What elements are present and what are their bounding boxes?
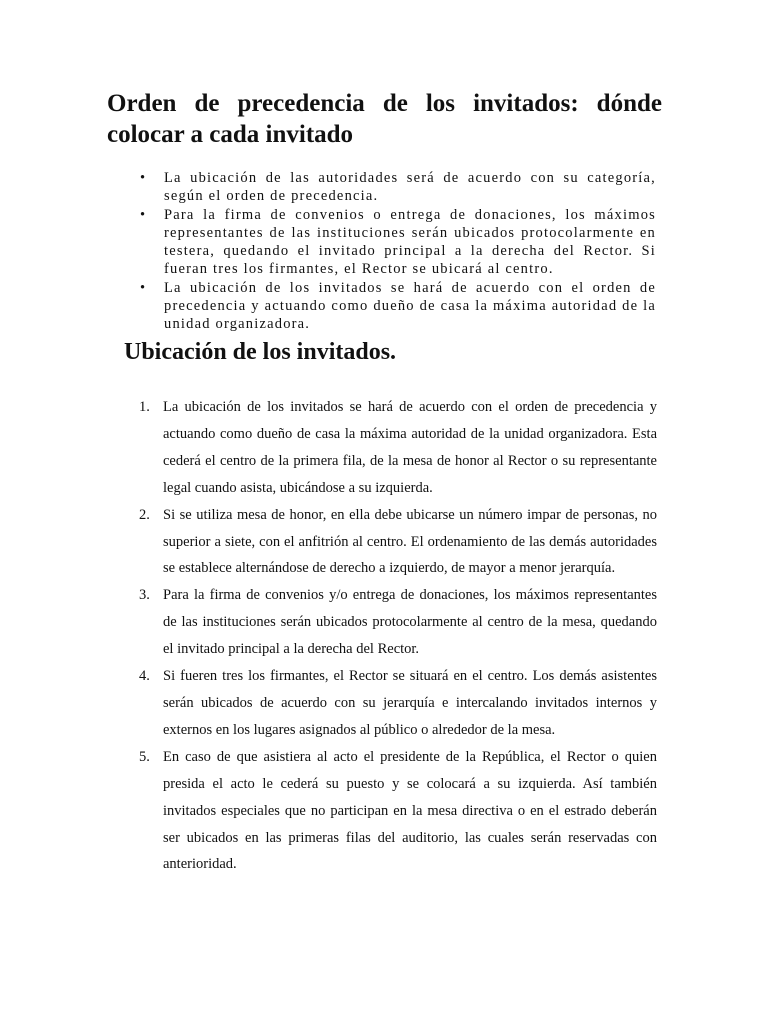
- document-title: Orden de precedencia de los invitados: dónde colocar a cada invitado: [107, 90, 662, 148]
- numbered-item: [139, 502, 657, 583]
- numbered-item: [139, 582, 657, 663]
- item-text: Si fueren tres los firmantes, el Rector se situará en el centro. Los demás asistentes serán ubicados de acuerdo con su jerarquía e intercalando invitados internos y externos en los lugares asignados al público o alrededor de la mesa.: [163, 668, 657, 738]
- bullet-text: Para la firma de convenios o entrega de donaciones, los máximos representantes de las instituciones serán ubicados protocolarmente en testera, quedando el invitado principal a la derecha del Rector. Si fueran tres los firmantes, el Rector se ubicará al centro.: [164, 206, 656, 278]
- section-heading: Ubicación de los invitados.: [124, 339, 397, 365]
- item-text: En caso de que asistiera al acto el presidente de la República, el Rector o quien presida el acto le cederá su puesto y se colocará a su izquierda. Así también invitados especiales que no participan en la mesa directiva o en el estrado deberán ser ubicados en las primeras filas del auditorio, las cuales serán reservadas con anterioridad.: [163, 748, 657, 873]
- bullet-icon: •: [140, 279, 146, 296]
- numbered-item: [139, 663, 657, 744]
- bullet-text: La ubicación de los invitados se hará de acuerdo con el orden de precedencia y actuando como dueño de casa la máxima autoridad de la unidad organizadora.: [164, 279, 656, 333]
- item-number: 2.: [139, 506, 150, 523]
- item-text: Para la firma de convenios y/o entrega de donaciones, los máximos representantes de las instituciones serán ubicados protocolarmente al centro de la mesa, quedando el invitado principal a la derecha del Rector.: [163, 587, 657, 658]
- item-text: La ubicación de los invitados se hará de acuerdo con el orden de precedencia y actuando como dueño de casa la máxima autoridad de la unidad organizadora. Esta cederá el centro de la primera fila, de la mesa de honor al Rector o su representante legal cuando asista, ubicándose a su izquierda.: [163, 399, 657, 496]
- bullet-list: [140, 169, 656, 334]
- bullet-item: [140, 279, 656, 334]
- bullet-item: [140, 169, 656, 206]
- bullet-text: La ubicación de las autoridades será de acuerdo con su categoría, según el orden de precedencia.: [164, 170, 656, 205]
- item-number: 5.: [139, 748, 150, 765]
- bullet-icon: •: [140, 206, 146, 223]
- item-text: Si se utiliza mesa de honor, en ella debe ubicarse un número impar de personas, no superior a siete, con el anfitrión al centro. El ordenamiento de las demás autoridades se establece alternándose de derecho a izquierdo, de mayor a menor jerarquía.: [163, 506, 657, 577]
- numbered-item: [139, 394, 657, 502]
- bullet-icon: •: [140, 170, 146, 186]
- numbered-item: [139, 744, 657, 879]
- item-number: 4.: [139, 668, 150, 685]
- bullet-item: [140, 206, 656, 279]
- numbered-list: [139, 394, 657, 878]
- item-number: 1.: [139, 399, 150, 415]
- item-number: 3.: [139, 587, 150, 604]
